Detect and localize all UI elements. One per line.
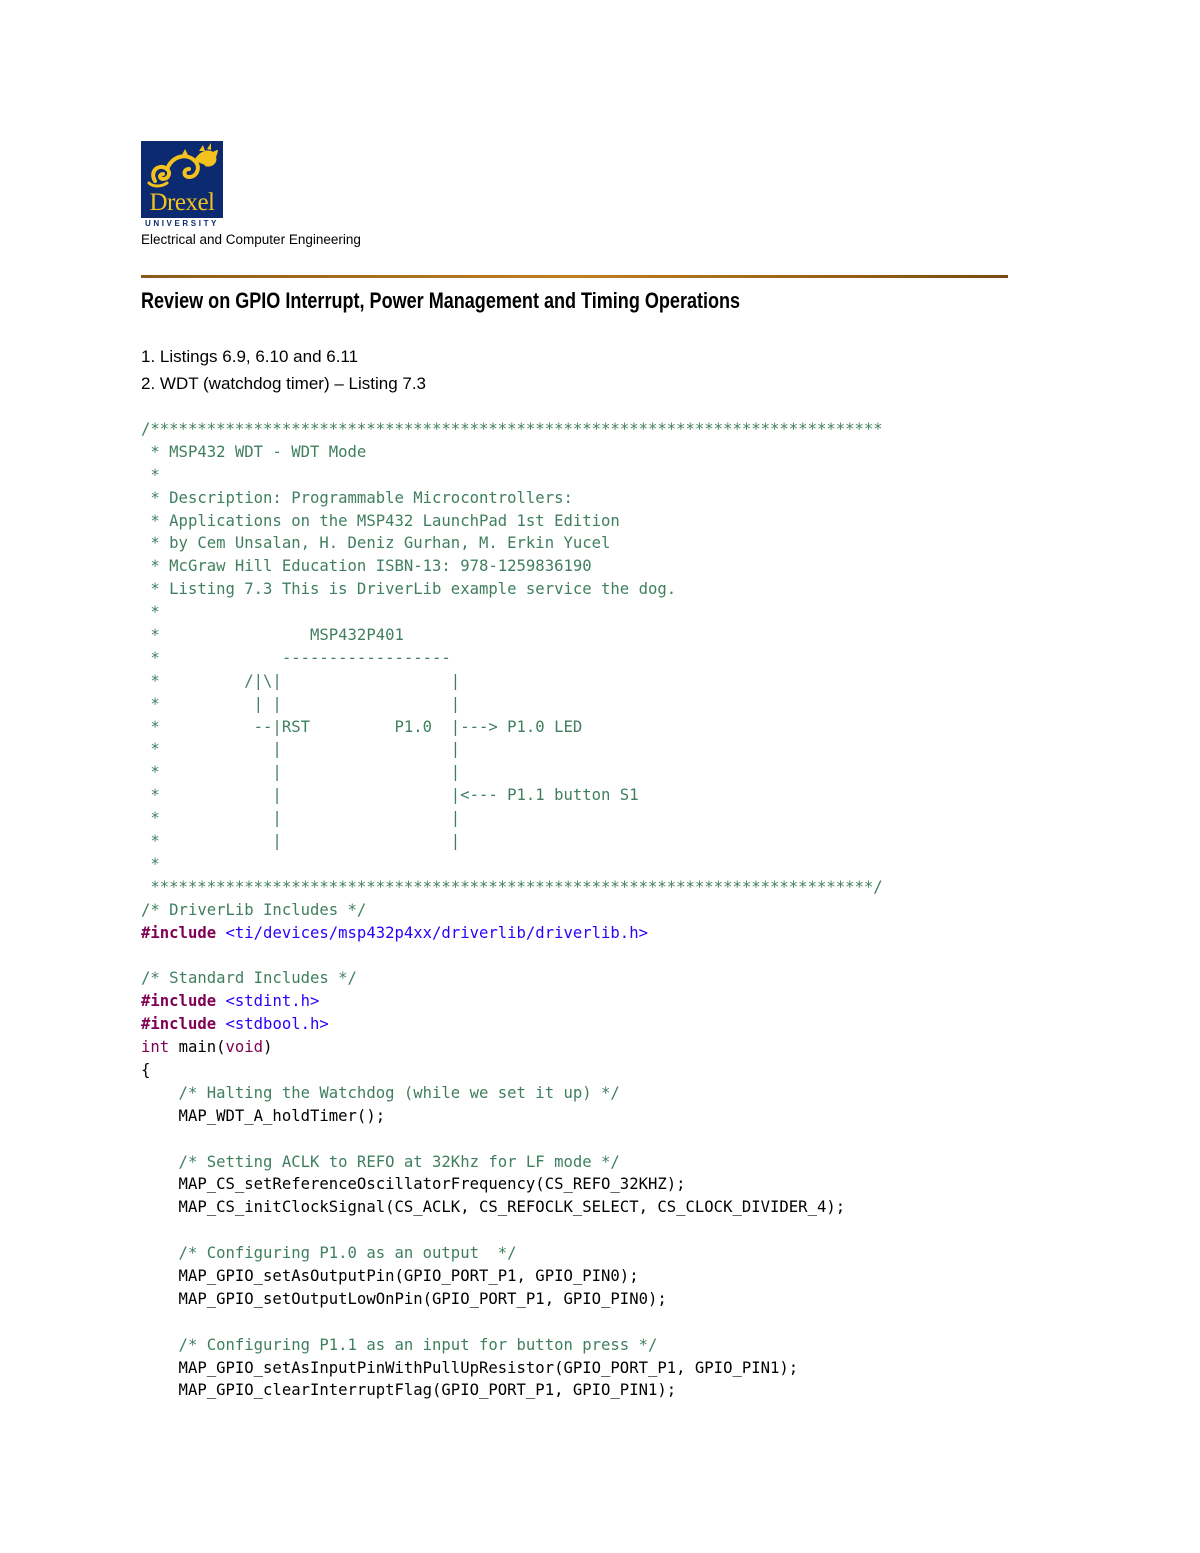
code-line: [141, 1311, 883, 1334]
code-token: * MSP432P401: [141, 626, 404, 645]
department-name: Electrical and Computer Engineering: [141, 232, 361, 247]
code-line: [141, 464, 883, 487]
code-token: MAP_GPIO_clearInterruptFlag(GPIO_PORT_P1, GPIO_PIN1);: [141, 1381, 677, 1400]
code-line: [141, 876, 883, 899]
code-line: [141, 1357, 883, 1380]
code-token: * | |: [141, 763, 461, 782]
dragon-icon: [141, 141, 223, 193]
code-line: [141, 967, 883, 990]
code-line: [141, 1105, 883, 1128]
code-line: [141, 1265, 883, 1288]
document-title: Review on GPIO Interrupt, Power Management and Timing Operations: [141, 288, 741, 313]
code-line: [141, 487, 883, 510]
code-token: * | | |: [141, 694, 461, 713]
code-line: [141, 1036, 883, 1059]
code-token: * Listing 7.3 This is DriverLib example service the dog.: [141, 580, 677, 599]
code-token: #include: [141, 1015, 226, 1034]
code-line: [141, 1151, 883, 1174]
code-token: * MSP432 WDT - WDT Mode: [141, 442, 367, 461]
code-token: * Description: Programmable Microcontrollers:: [141, 488, 573, 507]
code-line: [141, 418, 883, 441]
code-token: * | |: [141, 740, 461, 759]
code-token: * | |: [141, 809, 461, 828]
code-line: [141, 647, 883, 670]
code-token: /******************************************************************************: [141, 420, 883, 438]
code-line: [141, 1082, 883, 1105]
code-token: *: [141, 603, 160, 622]
code-token: /* Configuring P1.1 as an input for button press */: [141, 1335, 658, 1354]
code-token: * | |: [141, 832, 461, 851]
code-token: main(: [178, 1038, 226, 1057]
code-line: [141, 1013, 883, 1036]
drexel-logo: [141, 141, 223, 230]
code-line: [141, 693, 883, 716]
code-token: *: [141, 465, 160, 484]
code-token: <stdint.h>: [225, 992, 320, 1011]
code-line: [141, 1334, 883, 1357]
code-line: [141, 441, 883, 464]
list-item: 1. Listings 6.9, 6.10 and 6.11: [141, 347, 359, 366]
code-line: [141, 1288, 883, 1311]
code-line: [141, 601, 883, 624]
code-line: [141, 1379, 883, 1402]
code-token: /* Standard Includes */: [141, 969, 357, 988]
code-line: [141, 624, 883, 647]
code-token: *****************************************************************************/: [141, 877, 883, 896]
list-item: 2. WDT (watchdog timer) – Listing 7.3: [141, 374, 427, 393]
code-token: <stdbool.h>: [225, 1015, 329, 1034]
code-line: [141, 944, 883, 967]
code-line: [141, 555, 883, 578]
code-line: [141, 899, 883, 922]
code-token: /* Halting the Watchdog (while we set it up) */: [141, 1083, 620, 1102]
code-token: * /|\| |: [141, 671, 461, 690]
code-token: * Applications on the MSP432 LaunchPad 1st Edition: [141, 511, 620, 530]
code-token: #include: [141, 923, 226, 942]
code-token: * --|RST P1.0 |---> P1.0 LED: [141, 717, 583, 736]
code-line: [141, 670, 883, 693]
code-token: /* Configuring P1.0 as an output */: [141, 1244, 517, 1263]
code-listing: [141, 418, 883, 1402]
logo-subtitle: UNIVERSITY: [144, 219, 219, 228]
code-token: /* DriverLib Includes */: [141, 900, 367, 919]
code-line: [141, 532, 883, 555]
code-token: * ------------------: [141, 648, 451, 667]
code-token: int: [141, 1038, 179, 1057]
code-line: [141, 578, 883, 601]
logo-box: [141, 141, 223, 218]
code-token: {: [141, 1060, 151, 1079]
code-line: [141, 807, 883, 830]
code-line: [141, 761, 883, 784]
code-token: * by Cem Unsalan, H. Deniz Gurhan, M. Erkin Yucel: [141, 534, 611, 553]
code-token: <ti/devices/msp432p4xx/driverlib/driverlib.h>: [225, 923, 648, 942]
code-token: MAP_GPIO_setAsInputPinWithPullUpResistor(GPIO_PORT_P1, GPIO_PIN1);: [141, 1358, 799, 1377]
code-line: [141, 1196, 883, 1219]
code-token: #include: [141, 992, 226, 1011]
code-token: MAP_GPIO_setOutputLowOnPin(GPIO_PORT_P1, GPIO_PIN0);: [141, 1289, 667, 1308]
code-line: [141, 830, 883, 853]
code-token: MAP_CS_setReferenceOscillatorFrequency(CS_REFO_32KHZ);: [141, 1175, 686, 1194]
code-token: MAP_WDT_A_holdTimer();: [141, 1106, 386, 1125]
topic-list: [141, 343, 426, 397]
code-token: /* Setting ACLK to REFO at 32Khz for LF mode */: [141, 1152, 620, 1171]
code-token: MAP_GPIO_setAsOutputPin(GPIO_PORT_P1, GPIO_PIN0);: [141, 1266, 639, 1285]
code-token: void: [225, 1038, 264, 1057]
code-line: [141, 1128, 883, 1151]
code-token: ): [263, 1038, 273, 1057]
code-line: [141, 853, 883, 876]
code-line: [141, 738, 883, 761]
code-line: [141, 990, 883, 1013]
code-line: [141, 510, 883, 533]
code-line: [141, 1059, 883, 1082]
code-line: [141, 1173, 883, 1196]
code-line: [141, 784, 883, 807]
logo-wordmark: Drexel: [149, 189, 215, 216]
code-token: * McGraw Hill Education ISBN-13: 978-1259836190: [141, 557, 592, 576]
header-divider: [141, 275, 1008, 278]
code-line: [141, 1242, 883, 1265]
code-token: MAP_CS_initClockSignal(CS_ACLK, CS_REFOCLK_SELECT, CS_CLOCK_DIVIDER_4);: [141, 1198, 846, 1217]
code-line: [141, 922, 883, 945]
code-line: [141, 716, 883, 739]
code-token: *: [141, 854, 160, 873]
code-line: [141, 1219, 883, 1242]
code-token: * | |<--- P1.1 button S1: [141, 786, 639, 805]
